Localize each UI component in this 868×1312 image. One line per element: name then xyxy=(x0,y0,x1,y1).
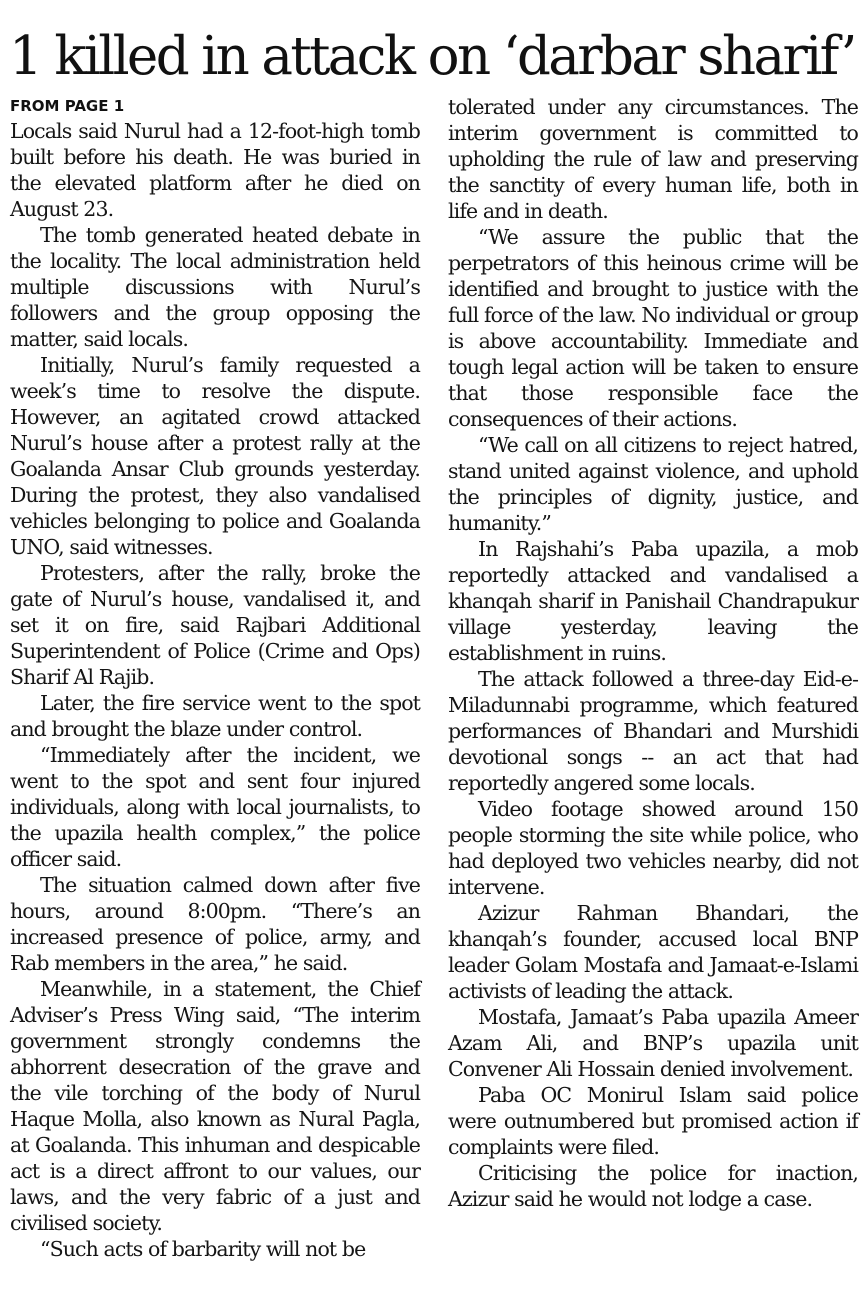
paragraph: In Rajshahi’s Paba upazila, a mob reportedly attacked and vandalised a khanqah sharif in Panishail Chandrapukur village yesterday, leaving the establishment in ruins. xyxy=(448,537,858,665)
paragraph: “We call on all citizens to reject hatred, stand united against violence, and uphold the principles of dignity, justice, and humanity.” xyxy=(448,433,858,535)
continuation-kicker: FROM PAGE 1 xyxy=(10,97,125,115)
paragraph: Video footage showed around 150 people storming the site while police, who had deployed two vehicles nearby, did not intervene. xyxy=(448,797,858,899)
paragraph: Protesters, after the rally, broke the gate of Nurul’s house, vandalised it, and set it on fire, said Rajbari Additional Superintendent of Police (Crime and Ops) Sharif Al Rajib. xyxy=(10,561,420,689)
paragraph: Criticising the police for inaction, Azizur said he would not lodge a case. xyxy=(448,1161,858,1211)
paragraph: Later, the fire service went to the spot and brought the blaze under control. xyxy=(10,691,420,741)
paragraph: Mostafa, Jamaat’s Paba upazila Ameer Azam Ali, and BNP’s upazila unit Convener Ali Hossain denied involvement. xyxy=(448,1005,858,1081)
paragraph-continued: tolerated under any circumstances. The interim government is committed to upholding the rule of law and preserving the sanctity of every human life, both in life and in death. xyxy=(448,95,858,223)
paragraph: Locals said Nurul had a 12-foot-high tomb built before his death. He was buried in the elevated platform after he died on August 23. xyxy=(10,119,420,221)
paragraph: Azizur Rahman Bhandari, the khanqah’s founder, accused local BNP leader Golam Mostafa and Jamaat-e-Islami activists of leading the attack. xyxy=(448,901,858,1003)
paragraph: Initially, Nurul’s family requested a week’s time to resolve the dispute. However, an agitated crowd attacked Nurul’s house after a protest rally at the Goalanda Ansar Club grounds yesterday. During the protest, they also vandalised vehicles belonging to police and Goalanda UNO, said witnesses. xyxy=(10,353,420,559)
paragraph: “We assure the public that the perpetrators of this heinous crime will be identified and brought to justice with the full force of the law. No individual or group is above accountability. Immediate and tough legal action will be taken to ensure that those responsible face the consequences of their actions. xyxy=(448,225,858,431)
paragraph: The tomb generated heated debate in the locality. The local administration held multiple discussions with Nurul’s followers and the group opposing the matter, said locals. xyxy=(10,223,420,351)
headline: 1 killed in attack on ‘darbar sharif’ xyxy=(9,26,855,87)
paragraph: “Immediately after the incident, we went to the spot and sent four injured individuals, along with local journalists, to the upazila health complex,” the police officer said. xyxy=(10,743,420,871)
article-column-right xyxy=(448,94,858,1212)
article-column-left xyxy=(10,94,420,1262)
paragraph: Meanwhile, in a statement, the Chief Adviser’s Press Wing said, “The interim government strongly condemns the abhorrent desecration of the grave and the vile torching of the body of Nurul Haque Molla, also known as Nural Pagla, at Goalanda. This inhuman and despicable act is a direct affront to our values, our laws, and the very fabric of a just and civilised society. xyxy=(10,977,420,1235)
paragraph: Paba OC Monirul Islam said police were outnumbered but promised action if complaints were filed. xyxy=(448,1083,858,1159)
paragraph: “Such acts of barbarity will not be xyxy=(40,1237,366,1261)
paragraph: The situation calmed down after five hours, around 8:00pm. “There’s an increased presence of police, army, and Rab members in the area,” he said. xyxy=(10,873,420,975)
paragraph: The attack followed a three-day Eid-e-Miladunnabi programme, which featured performances of Bhandari and Murshidi devotional songs -- an act that had reportedly angered some locals. xyxy=(448,667,858,795)
